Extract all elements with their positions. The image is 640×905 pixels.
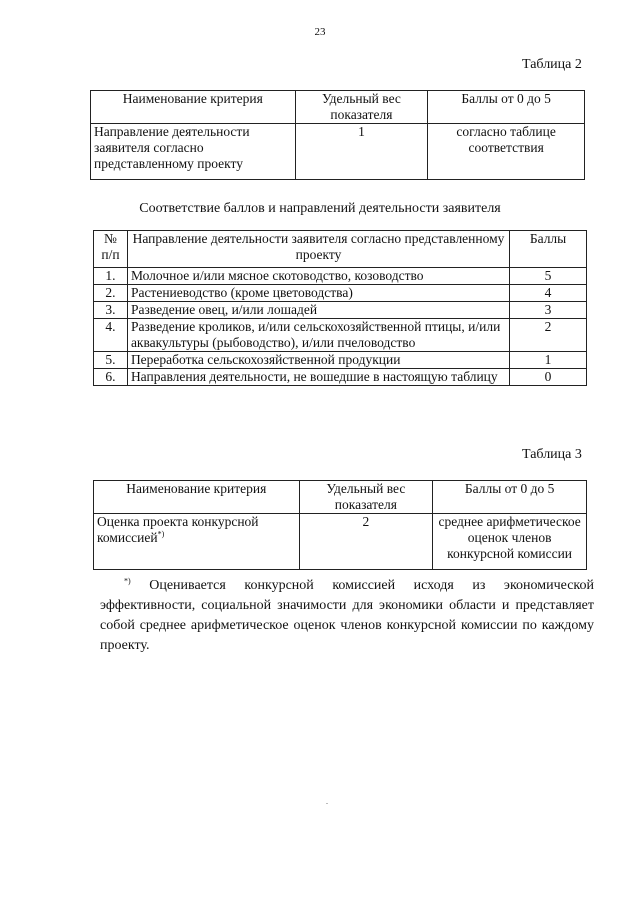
row-score: 1 xyxy=(510,352,587,369)
row-direction: Переработка сельскохозяйственной продукции xyxy=(127,352,509,369)
correspondence-table xyxy=(93,230,587,386)
row-num: 3. xyxy=(94,302,128,319)
row-score: 3 xyxy=(510,302,587,319)
row-num: 5. xyxy=(94,352,128,369)
table-row xyxy=(94,352,587,369)
table3-criterion-text: Оценка проекта конкурсной комиссией xyxy=(97,514,259,545)
row-num: 2. xyxy=(94,285,128,302)
page-number: 23 xyxy=(314,26,326,38)
row-direction: Направления деятельности, не вошедшие в настоящую таблицу xyxy=(127,369,509,386)
table2-header-score: Баллы от 0 до 5 xyxy=(428,91,585,124)
table2-criterion-cell: Направление деятельности заявителя согласно представленному проекту xyxy=(91,124,296,180)
correspondence-header-score: Баллы xyxy=(510,231,587,268)
footnote-text: Оценивается конкурсной комиссией исходя из экономической эффективности, социальной значимости для экономики области и представляет собой среднее арифметическое оценок членов конкурсной комиссии по каждому проекту. xyxy=(100,578,595,653)
table2-weight-cell: 1 xyxy=(295,124,428,180)
row-direction: Разведение кроликов, и/или сельскохозяйственной птицы, и/или аквакультуры (рыбоводство), и/или пчеловодство xyxy=(127,319,509,352)
table3-header-score: Баллы от 0 до 5 xyxy=(433,481,587,514)
correspondence-caption: Соответствие баллов и направлений деятельности заявителя xyxy=(139,201,501,216)
row-num: 6. xyxy=(94,369,128,386)
correspondence-header-num: № п/п xyxy=(94,231,128,268)
table2-header-weight: Удельный вес показателя xyxy=(295,91,428,124)
table3-weight-cell: 2 xyxy=(299,514,433,570)
row-direction: Молочное и/или мясное скотоводство, козоводство xyxy=(127,268,509,285)
criteria-table-2 xyxy=(90,90,585,180)
footnote-ref: *) xyxy=(157,529,165,539)
table-row xyxy=(94,302,587,319)
table2-score-cell: согласно таблице соответствия xyxy=(428,124,585,180)
table-row xyxy=(94,285,587,302)
row-score: 5 xyxy=(510,268,587,285)
row-num: 1. xyxy=(94,268,128,285)
row-score: 0 xyxy=(510,369,587,386)
row-score: 2 xyxy=(510,319,587,352)
footnote-marker: *) xyxy=(124,576,131,586)
table3-header-criterion: Наименование критерия xyxy=(94,481,300,514)
table2-label: Таблица 2 xyxy=(522,57,582,72)
table2-header-criterion: Наименование критерия xyxy=(91,91,296,124)
row-direction: Растениеводство (кроме цветоводства) xyxy=(127,285,509,302)
table3-score-cell: среднее арифметическое оценок членов конкурсной комиссии xyxy=(433,514,587,570)
scan-dot xyxy=(326,803,328,804)
table3-criterion-cell xyxy=(94,514,300,570)
row-direction: Разведение овец, и/или лошадей xyxy=(127,302,509,319)
table-row xyxy=(94,369,587,386)
footnote xyxy=(100,576,594,656)
row-num: 4. xyxy=(94,319,128,352)
table-row xyxy=(94,268,587,285)
table3-header-weight: Удельный вес показателя xyxy=(299,481,433,514)
table-row xyxy=(94,319,587,352)
criteria-table-3 xyxy=(93,480,587,570)
row-score: 4 xyxy=(510,285,587,302)
table3-label: Таблица 3 xyxy=(522,447,582,462)
correspondence-header-direction: Направление деятельности заявителя согласно представленному проекту xyxy=(127,231,509,268)
